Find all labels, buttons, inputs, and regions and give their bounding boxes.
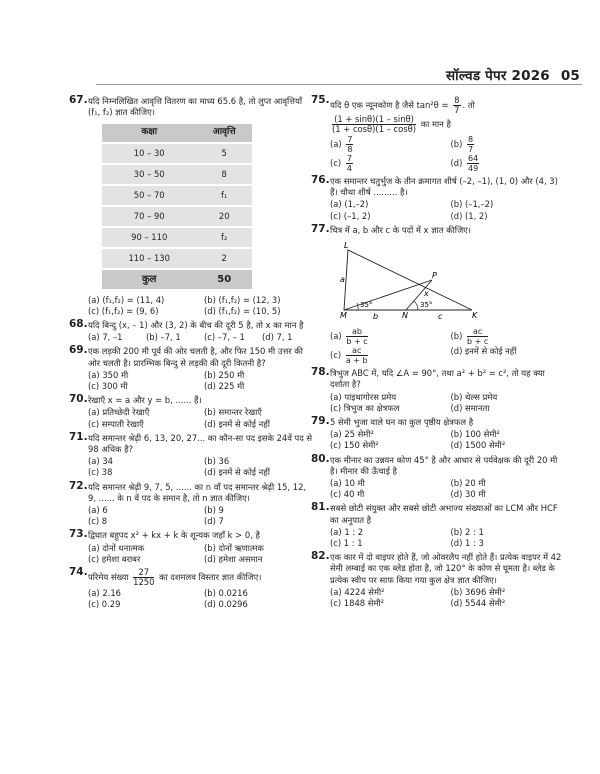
header-title: सॉल्वड पेपर 2026 (446, 68, 550, 84)
numerator: ac (346, 346, 368, 356)
question-number: 69. (69, 344, 88, 357)
option-label: (d) (450, 158, 463, 168)
question-text-part: . तो (462, 100, 475, 110)
numerator: 8 (454, 95, 460, 105)
option-c: (c) हमेशा बराबर (88, 553, 141, 564)
option-d: (d) 5544 सेमी² (450, 598, 506, 609)
option-a: (a) दोनों धनात्मक (88, 542, 145, 553)
question-80 (311, 452, 565, 501)
option-d: (d) 1 : 3 (450, 538, 484, 549)
label-K: K (472, 311, 478, 321)
denominator: a + b (345, 356, 368, 366)
question-75 (313, 96, 565, 173)
question-text: 5 सेमी भुजा वाले घन का कुल पृष्ठीय क्षेत्रफल है (330, 417, 474, 428)
options (88, 370, 314, 392)
option-b: (b) 3696 सेमी² (450, 586, 506, 597)
denominator: 4 (346, 164, 352, 173)
numerator: ac (467, 327, 488, 337)
question-number: 70. (69, 393, 88, 406)
angle-arc-n (414, 301, 418, 310)
question-number: 71. (69, 430, 88, 443)
question-number: 73. (69, 528, 88, 541)
fraction (467, 135, 474, 154)
option-a: (a) 4224 सेमी² (330, 586, 385, 597)
option-c: (c) (f₁,f₂) = (9, 6) (88, 305, 159, 316)
option-d: (d) (f₁,f₂) = (10, 5) (204, 305, 281, 316)
option-a: (a) 10 मी (330, 478, 365, 489)
table-cell: 5 (196, 143, 252, 164)
option-b: (b) (f₁,f₂) = (12, 3) (204, 294, 281, 305)
option-label: (b) (450, 139, 463, 149)
question-number: 75. (311, 94, 330, 106)
denominator: 49 (468, 164, 479, 173)
option-label: (c) (330, 158, 342, 168)
table-cell: f₁ (196, 185, 252, 206)
question-text: एक समान्तर चतुर्भुज के तीन क्रमागत शीर्ष (–2, –1), (1, 0) और (4, 3) हैं। चौथा शीर्ष ......... है। (330, 176, 558, 198)
option-label: (a) (330, 139, 342, 149)
denominator: b + c (467, 337, 489, 347)
question-text: यदि निम्नलिखित आवृत्ति वितरण का माध्य 65.6 है, तो लुप्त आवृत्तियाँ (f₁, f₂) ज्ञात कीजिए। (88, 96, 302, 118)
question-text-part: यदि θ एक न्यूनकोण है जैसे tan²θ = (330, 100, 449, 110)
label-angle-m: 35° (360, 301, 373, 310)
option-c: (c) 0.29 (88, 599, 121, 610)
fraction (467, 154, 479, 173)
denominator: 1250 (133, 577, 155, 588)
question-text: सबसे छोटी संयुक्त और सबसे छोटी अभाज्य संख्याओं का LCM और HCF का अनुपात है (330, 503, 558, 525)
triangle-figure (340, 240, 490, 320)
label-P: P (432, 271, 437, 281)
page-number: 05 (560, 68, 580, 84)
option-d: (d) 1500 सेमी² (450, 440, 506, 451)
option-c: (c) सम्पाती रेखाएँ (88, 418, 144, 429)
fraction (133, 568, 154, 587)
option-a: (a) 1 : 2 (330, 526, 364, 537)
option-d: (d) 0.0296 (204, 599, 248, 610)
option-c: (c) 38 (88, 467, 113, 478)
question-73 (71, 530, 314, 565)
option-d (451, 346, 566, 365)
table-cell: 10 – 30 (102, 143, 196, 164)
question-82 (313, 552, 565, 609)
label-c: c (438, 312, 443, 321)
question-text: एक लड़की 200 मी पूर्व की ओर चलती है, और फिर 150 मी उत्तर की ओर चलती है। प्रारम्भिक बिन्दु से लड़की की दूरी कितनी है? (88, 346, 303, 368)
option-a: (a) 25 सेमी² (330, 429, 374, 440)
question-69 (71, 346, 314, 392)
table-header: आवृत्ति (196, 124, 252, 142)
option-c: (c) त्रिभुज का क्षेत्रफल (330, 402, 400, 413)
table-cell: 110 – 130 (102, 248, 196, 269)
question-text: एक मीनार का उन्नयन कोण 45° है और आधार से पर्यवेक्षक की दूरी 20 मी है। मीनार की ऊँचाई है (330, 454, 558, 476)
label-a: a (340, 275, 345, 285)
option-c: (c) 300 मी (88, 381, 128, 392)
option-b: (b) 250 मी (204, 369, 245, 380)
options (88, 456, 314, 478)
option-b: (b) 2 : 1 (450, 526, 484, 537)
option-b: (b) थेल्स प्रमेय (450, 391, 498, 402)
question-79 (313, 417, 565, 452)
question-71 (69, 430, 314, 479)
option-b (451, 327, 566, 346)
option-a (330, 135, 445, 154)
fraction (346, 327, 367, 346)
option-a: (a) 34 (88, 456, 113, 467)
option-b: (b) 20 मी (450, 478, 486, 489)
table-row (102, 248, 252, 269)
fraction (453, 96, 460, 115)
question-text-part: का दशमलव विस्तार ज्ञात कीजिए। (159, 572, 262, 583)
option-d (451, 154, 566, 173)
question-number: 82. (311, 550, 330, 563)
option-a: (a) 6 (88, 505, 108, 516)
option-d: (d) समानता (450, 402, 490, 413)
option-label: (a) (330, 331, 342, 342)
option-label: (c) (330, 350, 342, 361)
question-81 (313, 503, 565, 549)
question-number: 76. (311, 174, 330, 186)
option-a: (a) पाइथागोरस प्रमेय (330, 391, 397, 402)
question-number: 74. (69, 566, 88, 579)
table-header: कक्षा (102, 124, 196, 142)
option-b: (b) 0.0216 (204, 588, 248, 599)
question-text: एक कार में दो वाइपर होते हैं, जो ओवरलैप नहीं होते हैं। प्रत्येक वाइपर में 42 सेमी लम्बाई का एक ब्लेड होता है, जो 120° के कोण से घूमता है। ब्लेड के प्रत्येक स्वीप पर साफ किया गया कुल क्षेत्र ज्ञात कीजिए। (330, 552, 562, 585)
table-cell: 2 (196, 248, 252, 269)
option-d: (d) 225 मी (204, 381, 245, 392)
options (330, 135, 565, 173)
options (330, 527, 565, 549)
label-N: N (402, 311, 408, 321)
label-x: x (424, 289, 429, 299)
label-L: L (344, 241, 349, 251)
question-number: 72. (69, 479, 88, 492)
option-c: (c) 40 मी (330, 489, 365, 500)
option-d: (d) 7 (204, 516, 224, 527)
fraction (346, 135, 353, 154)
denominator: 8 (347, 145, 353, 154)
option-a: (a) (f₁,f₂) = (11, 4) (88, 294, 165, 305)
option-a: (a) प्रतिच्छेदी रेखाएँ (88, 407, 150, 418)
denominator: (1 + cosθ)(1 – cosθ) (332, 124, 417, 134)
left-column (71, 96, 314, 613)
option-d: (d) इनमें से कोई नहीं (204, 467, 270, 478)
option-b: (b) (–1,–2) (450, 199, 494, 210)
numerator: 64 (468, 154, 479, 163)
question-77 (311, 222, 565, 366)
numerator: 7 (346, 154, 352, 163)
table-cell: 90 – 110 (102, 227, 196, 248)
question-number: 81. (311, 501, 330, 514)
option-c: (c) 1 : 1 (330, 538, 363, 549)
option-c: (c) –7, – 1 (204, 332, 245, 343)
header-rule (96, 84, 582, 85)
table-row (102, 143, 252, 164)
options (88, 505, 314, 527)
question-text (330, 96, 565, 134)
label-b: b (373, 312, 379, 321)
option-c: (c) 1848 सेमी² (330, 598, 384, 609)
table-total-row (102, 269, 252, 289)
question-text: यदि समान्तर श्रेढ़ी 6, 13, 20, 27... का कौन-सा पद इसके 24वें पद से 98 अधिक है? (88, 432, 313, 455)
options (88, 295, 314, 317)
question-78 (313, 368, 565, 414)
option-c: (c) 150 सेमी² (330, 440, 379, 451)
table-cell: 30 – 50 (102, 164, 196, 185)
numerator: (1 + sinθ)(1 – sinθ) (332, 115, 416, 125)
options (330, 392, 565, 414)
option-a: (a) 7, –1 (88, 332, 123, 343)
question-text: यदि बिन्दु (x, – 1) और (3, 2) के बीच की दूरी 5 है, तो x का मान है (88, 320, 304, 331)
question-72 (69, 479, 314, 528)
page-header (446, 66, 580, 84)
right-column (313, 96, 565, 612)
frequency-table (102, 124, 252, 288)
table-cell: 8 (196, 164, 252, 185)
option-b (451, 135, 566, 154)
question-76 (313, 176, 565, 222)
table-row (102, 185, 252, 206)
options (330, 429, 565, 451)
question-text: चित्र में a, b और c के पदों में x ज्ञात कीजिए। (330, 224, 471, 235)
options (88, 588, 314, 610)
table-cell: 50 (196, 269, 252, 289)
options (330, 327, 565, 365)
numerator: 8 (468, 135, 474, 144)
angle-arc-m (357, 303, 358, 310)
question-text-part: का मान है (420, 119, 451, 129)
option-label: (b) (450, 331, 463, 342)
option-c: (c) (–1, 2) (330, 210, 371, 221)
option-c (330, 346, 445, 365)
option-b: (b) –7, 1 (146, 332, 181, 343)
question-74 (71, 568, 314, 610)
question-number: 68. (69, 318, 88, 331)
question-67 (71, 96, 314, 317)
option-d: (d) 7, 1 (262, 332, 293, 343)
option-label: (d) (450, 346, 463, 357)
option-b: (b) समान्तर रेखाएँ (204, 407, 262, 418)
option-d: (d) (1, 2) (450, 210, 488, 221)
option-b: (b) दोनों ऋणात्मक (204, 542, 264, 553)
option-a: (a) 350 मी (88, 369, 129, 380)
option-b: (b) 9 (204, 505, 224, 516)
options (330, 587, 565, 609)
question-number: 79. (311, 415, 330, 428)
options (88, 407, 314, 429)
question-text (88, 568, 314, 587)
option-d: (d) इनमें से कोई नहीं (204, 418, 270, 429)
denominator: 7 (454, 105, 460, 115)
table-cell: 20 (196, 206, 252, 227)
label-M: M (340, 311, 347, 321)
denominator: 7 (468, 145, 474, 154)
question-text: द्विघात बहुपद x² + kx + k के शून्यक जहाँ k > 0, है (88, 530, 260, 541)
table-cell: 50 – 70 (102, 185, 196, 206)
numerator: 27 (133, 568, 154, 578)
table-header-row (102, 124, 252, 142)
options (88, 332, 314, 343)
question-number: 67. (69, 94, 88, 106)
options (330, 199, 565, 221)
expression-fraction (332, 115, 416, 134)
option-text: इनमें से कोई नहीं (465, 346, 517, 357)
option-a (330, 327, 445, 346)
table-cell: कुल (102, 269, 196, 289)
option-a: (a) (1,–2) (330, 199, 369, 210)
question-68 (71, 320, 314, 343)
table-cell: f₂ (196, 227, 252, 248)
label-angle-n: 35° (420, 301, 433, 310)
fraction (346, 346, 368, 365)
fraction (346, 154, 353, 173)
option-b: (b) 36 (204, 456, 230, 467)
option-c: (c) 8 (88, 516, 108, 527)
table-row (102, 206, 252, 227)
option-d: (d) 30 मी (450, 489, 486, 500)
question-text: रेखाएँ x = a और y = b, ...... हैं। (88, 395, 202, 406)
numerator: ab (346, 327, 367, 337)
question-number: 77. (311, 222, 330, 235)
question-70 (71, 395, 314, 430)
fraction (467, 327, 488, 346)
question-text: त्रिभुज ABC में, यदि ∠A = 90°, तथा a² + b² = c², तो यह क्या दर्शाता है? (330, 368, 545, 390)
options (330, 478, 565, 500)
table-cell: 70 – 90 (102, 206, 196, 227)
option-b: (b) 100 सेमी² (450, 429, 500, 440)
option-d: (d) हमेशा असमान (204, 553, 263, 564)
numerator: 7 (347, 135, 353, 144)
question-text: यदि समान्तर श्रेढ़ी 9, 7, 5, ...... का n वाँ पद समान्तर श्रेढ़ी 15, 12, 9, ...... के n वें पद के समान है, तो n ज्ञात कीजिए। (88, 481, 307, 503)
table-row (102, 227, 252, 248)
question-number: 78. (311, 366, 330, 379)
question-text-part: परिमेय संख्या (88, 572, 129, 583)
question-number: 80. (311, 452, 330, 465)
table-row (102, 164, 252, 185)
option-c (330, 154, 445, 173)
denominator: b + c (346, 337, 368, 347)
options (88, 543, 314, 565)
option-a: (a) 2.16 (88, 588, 121, 599)
